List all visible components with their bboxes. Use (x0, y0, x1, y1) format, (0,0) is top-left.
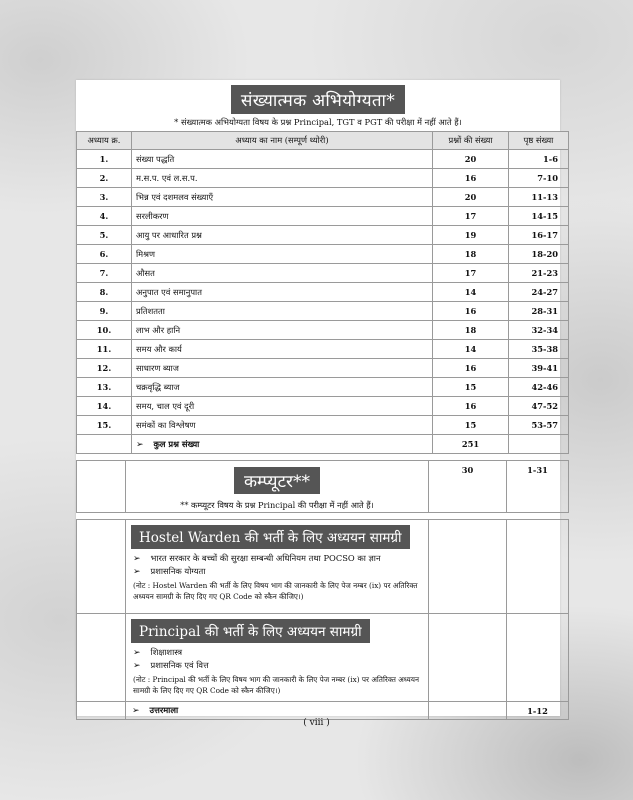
question-count: 14 (433, 340, 509, 359)
chapter-name: आयु पर आधारित प्रश्न (132, 226, 433, 245)
question-count: 16 (433, 169, 509, 188)
header-chapter-name: अध्याय का नाम (सम्पूर्ण थ्योरी) (132, 132, 433, 150)
question-count: 16 (433, 397, 509, 416)
table-header-row (77, 132, 569, 150)
answers-label: उत्तरमाला (149, 705, 179, 715)
chapter-name: समय, चाल एवं दूरी (132, 397, 433, 416)
chapter-no: 13. (77, 378, 132, 397)
page-range: 24-27 (509, 283, 569, 302)
arrow-icon: ➢ (133, 567, 141, 577)
list-item: ➢ प्रशासनिक एवं वित्त (133, 660, 209, 671)
table-row (77, 397, 569, 416)
chapter-no: 6. (77, 245, 132, 264)
page-range: 16-17 (509, 226, 569, 245)
table-row (77, 321, 569, 340)
page-range: 1-6 (509, 150, 569, 169)
arrow-icon: ➢ (132, 706, 140, 716)
total-label: कुल प्रश्न संख्या (153, 438, 200, 449)
arrow-icon: ➢ (133, 661, 141, 671)
principal-note: (नोट : Principal की भर्ती के लिए विषय भाग की जानकारी के लिए पेज नम्बर (ix) पर अतिरिक्त अध्ययन सामग्री के लिए दिए गए QR Code को स्कैन कीजिए।) (133, 675, 420, 695)
question-count: 15 (433, 378, 509, 397)
page-range: 14-15 (509, 207, 569, 226)
chapter-name: औसत (132, 264, 433, 283)
total-row (77, 435, 569, 454)
table-row (77, 340, 569, 359)
list-item: ➢ शिक्षाशास्त्र (133, 647, 183, 658)
question-count: 19 (433, 226, 509, 245)
computer-count: 30 (429, 461, 507, 513)
question-count: 20 (433, 188, 509, 207)
question-count: 16 (433, 302, 509, 321)
contents-table (76, 131, 569, 454)
chapter-no: 12. (77, 359, 132, 378)
header-chapter-no: अध्याय क्र. (77, 132, 132, 150)
page-range: 28-31 (509, 302, 569, 321)
computer-section (76, 460, 569, 513)
question-count: 16 (433, 359, 509, 378)
page-range: 7-10 (509, 169, 569, 188)
table-row (77, 207, 569, 226)
page-range: 32-34 (509, 321, 569, 340)
table-row (77, 359, 569, 378)
section-title: संख्यात्मक अभियोग्यता* (231, 85, 405, 114)
chapter-name: साधारण ब्याज (132, 359, 433, 378)
section-note: * संख्यात्मक अभियोग्यता विषय के प्रश्न Principal, TGT व PGT की परीक्षा में नहीं आते हैं। (174, 117, 462, 127)
chapter-no: 4. (77, 207, 132, 226)
list-item: ➢ भारत सरकार के बच्चों की सुरक्षा सम्बन्धी अधिनियम तथा POCSO का ज्ञान (133, 553, 381, 564)
total-value: 251 (433, 435, 509, 454)
chapter-name: समंकों का विश्लेषण (132, 416, 433, 435)
chapter-name: मिश्रण (132, 245, 433, 264)
table-row (77, 378, 569, 397)
page-range: 11-13 (509, 188, 569, 207)
chapter-name: म.स.प. एवं ल.स.प. (132, 169, 433, 188)
chapter-no: 14. (77, 397, 132, 416)
question-count: 18 (433, 321, 509, 340)
answers-row (126, 702, 429, 720)
page-range: 47-52 (509, 397, 569, 416)
computer-note: ** कम्प्यूटर विषय के प्रश्न Principal की परीक्षा में नहीं आते हैं। (180, 500, 374, 510)
chapter-no: 7. (77, 264, 132, 283)
header-question-count: प्रश्नों की संख्या (433, 132, 509, 150)
chapter-no: 11. (77, 340, 132, 359)
question-count: 20 (433, 150, 509, 169)
question-count: 18 (433, 245, 509, 264)
page-range: 35-38 (509, 340, 569, 359)
page-number: ( viii ) (303, 718, 330, 728)
table-row (77, 302, 569, 321)
arrow-icon: ➢ (136, 439, 144, 450)
page-range: 53-57 (509, 416, 569, 435)
computer-pages: 1-31 (507, 461, 569, 513)
question-count: 15 (433, 416, 509, 435)
table-row (77, 226, 569, 245)
contents-page (76, 80, 560, 716)
table-row (77, 264, 569, 283)
page-range: 39-41 (509, 359, 569, 378)
question-count: 14 (433, 283, 509, 302)
chapter-name: चक्रवृद्धि ब्याज (132, 378, 433, 397)
table-row (77, 416, 569, 435)
computer-title: कम्प्यूटर** (234, 467, 320, 494)
page-range: 18-20 (509, 245, 569, 264)
chapter-name: प्रतिशतता (132, 302, 433, 321)
chapter-no: 3. (77, 188, 132, 207)
chapter-no: 1. (77, 150, 132, 169)
chapter-no: 10. (77, 321, 132, 340)
table-row (77, 169, 569, 188)
answers-pages: 1-12 (507, 702, 569, 720)
chapter-no: 9. (77, 302, 132, 321)
arrow-icon: ➢ (133, 648, 141, 658)
arrow-icon: ➢ (133, 554, 141, 564)
table-row (77, 150, 569, 169)
table-row (77, 188, 569, 207)
chapter-name: सरलीकरण (132, 207, 433, 226)
hostel-warden-block (126, 520, 429, 614)
chapter-no: 8. (77, 283, 132, 302)
table-row (77, 245, 569, 264)
chapter-no: 2. (77, 169, 132, 188)
chapter-name: समय और कार्य (132, 340, 433, 359)
chapter-no: 5. (77, 226, 132, 245)
hostel-warden-title: Hostel Warden की भर्ती के लिए अध्ययन सामग्री (131, 525, 410, 549)
question-count: 17 (433, 264, 509, 283)
page-range: 21-23 (509, 264, 569, 283)
header-page-no: पृष्ठ संख्या (509, 132, 569, 150)
table-row (77, 283, 569, 302)
chapter-name: लाभ और हानि (132, 321, 433, 340)
chapter-name: अनुपात एवं समानुपात (132, 283, 433, 302)
page-range: 42-46 (509, 378, 569, 397)
hostel-note: (नोट : Hostel Warden की भर्ती के लिए विषय भाग की जानकारी के लिए पेज नम्बर (ix) पर अतिरिक्त अध्ययन सामग्री के लिए दिए गए QR Code को स्कैन कीजिए।) (133, 581, 418, 601)
chapter-name: संख्या पद्धति (132, 150, 433, 169)
question-count: 17 (433, 207, 509, 226)
list-item: ➢ प्रशासनिक योग्यता (133, 566, 206, 577)
principal-title: Principal की भर्ती के लिए अध्ययन सामग्री (131, 619, 370, 643)
study-material-section (76, 519, 569, 720)
principal-block (126, 614, 429, 702)
chapter-no: 15. (77, 416, 132, 435)
chapter-name: भिन्न एवं दशमलव संख्याएँ (132, 188, 433, 207)
